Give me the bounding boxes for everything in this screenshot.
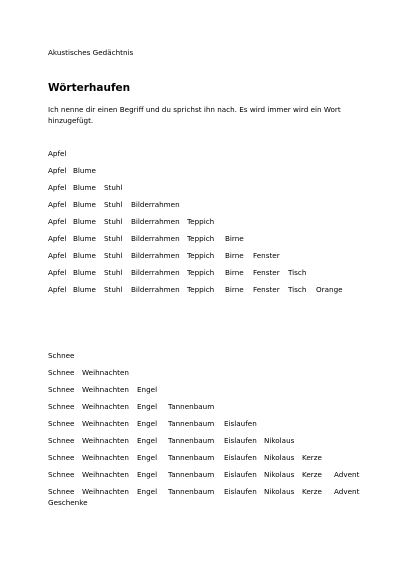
word-item: Engel [137,402,158,411]
word-item: Blume [73,166,96,175]
word-item: Teppich [187,268,215,277]
word-item: Schnee [48,453,75,462]
word-item: Apfel [48,285,67,294]
word-item: Stuhl [104,200,123,209]
word-item: Weihnachten [82,470,129,479]
word-item: Engel [137,419,158,428]
word-item: Orange [316,285,343,294]
word-item: Fenster [253,251,280,260]
word-item: Blume [73,268,96,277]
word-item: Tisch [288,268,307,277]
word-item: Tannenbaum [168,402,215,411]
word-item: Weihnachten [82,385,129,394]
word-item: Apfel [48,183,67,192]
word-item: Bilderrahmen [131,217,180,226]
word-item: Engel [137,487,158,496]
word-item: Fenster [253,285,280,294]
word-item: Stuhl [104,285,123,294]
word-item: Fenster [253,268,280,277]
word-item: Teppich [187,251,215,260]
word-item: Nikolaus [264,470,295,479]
word-item: Apfel [48,234,67,243]
word-item: Birne [225,234,244,243]
word-item: Schnee [48,385,75,394]
word-item: Schnee [48,436,75,445]
instructions: Ich nenne dir einen Begriff und du sprichst ihn nach. Es wird immer wird ein Wort hinzugefügt. [48,105,341,125]
word-item: Teppich [187,234,215,243]
word-item: Blume [73,183,96,192]
word-item: Engel [137,470,158,479]
word-item: Blume [73,200,96,209]
word-item: Weihnachten [82,368,129,377]
word-item: Engel [137,453,158,462]
page-title: Wörterhaufen [48,82,131,94]
word-item: Schnee [48,402,75,411]
word-item: Advent [334,470,360,479]
word-item: Stuhl [104,183,123,192]
word-item: Apfel [48,217,67,226]
word-item: Eislaufen [224,436,257,445]
word-item: Tannenbaum [168,436,215,445]
word-item: Nikolaus [264,487,295,496]
word-item: Birne [225,268,244,277]
word-item: Engel [137,385,158,394]
word-item: Stuhl [104,234,123,243]
word-item: Birne [225,285,244,294]
word-item: Kerze [302,470,322,479]
word-item: Apfel [48,149,67,158]
word-item: Nikolaus [264,453,295,462]
word-item: Geschenke [48,498,88,507]
word-item: Bilderrahmen [131,251,180,260]
word-item: Schnee [48,368,75,377]
word-item: Schnee [48,487,75,496]
word-item: Weihnachten [82,453,129,462]
word-item: Teppich [187,217,215,226]
word-item: Tannenbaum [168,419,215,428]
word-item: Blume [73,251,96,260]
word-item: Weihnachten [82,402,129,411]
word-item: Apfel [48,166,67,175]
document-header: Akustisches Gedächtnis [48,48,134,57]
word-item: Bilderrahmen [131,285,180,294]
word-item: Nikolaus [264,436,295,445]
word-item: Birne [225,251,244,260]
word-item: Schnee [48,419,75,428]
word-item: Eislaufen [224,419,257,428]
word-item: Eislaufen [224,470,257,479]
word-item: Weihnachten [82,487,129,496]
word-item: Stuhl [104,251,123,260]
word-item: Blume [73,217,96,226]
word-item: Kerze [302,453,322,462]
word-item: Stuhl [104,268,123,277]
word-item: Eislaufen [224,453,257,462]
word-item: Engel [137,436,158,445]
word-item: Advent [334,487,360,496]
word-item: Blume [73,234,96,243]
word-item: Tannenbaum [168,487,215,496]
word-item: Tisch [288,285,307,294]
word-item: Bilderrahmen [131,268,180,277]
word-item: Schnee [48,470,75,479]
word-item: Eislaufen [224,487,257,496]
word-item: Blume [73,285,96,294]
word-item: Schnee [48,351,75,360]
word-item: Apfel [48,251,67,260]
word-item: Apfel [48,200,67,209]
word-item: Tannenbaum [168,470,215,479]
word-item: Bilderrahmen [131,200,180,209]
word-item: Apfel [48,268,67,277]
word-item: Stuhl [104,217,123,226]
word-item: Tannenbaum [168,453,215,462]
word-item: Kerze [302,487,322,496]
word-item: Bilderrahmen [131,234,180,243]
word-item: Weihnachten [82,436,129,445]
word-item: Teppich [187,285,215,294]
word-item: Weihnachten [82,419,129,428]
